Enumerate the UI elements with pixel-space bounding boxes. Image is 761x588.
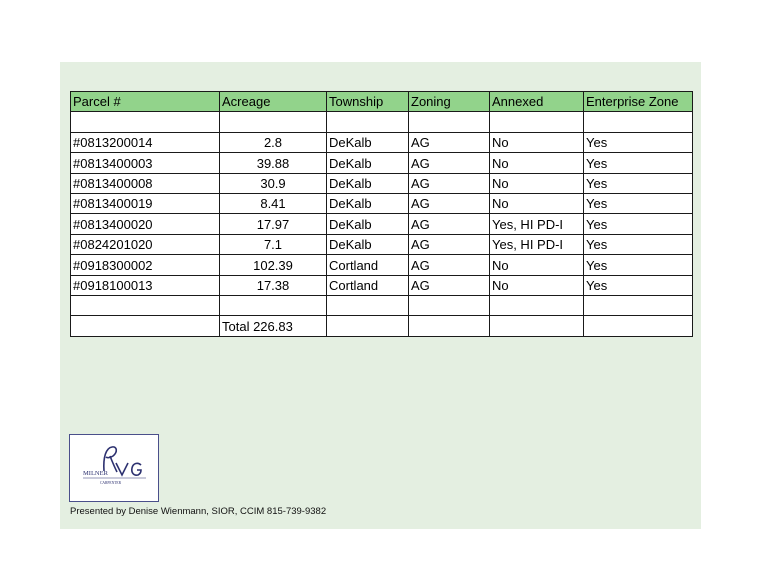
table-cell	[584, 316, 693, 336]
zoning-cell: AG	[409, 255, 490, 275]
table-cell	[327, 295, 409, 315]
township-cell: DeKalb	[327, 132, 409, 152]
township-cell: Cortland	[327, 275, 409, 295]
table-row	[71, 255, 693, 275]
annexed-cell: No	[490, 255, 584, 275]
enterprise-zone-cell: Yes	[584, 173, 693, 193]
table-cell	[220, 295, 327, 315]
township-cell: DeKalb	[327, 214, 409, 234]
parcel-cell: #0813400019	[71, 193, 220, 213]
logo-bottom-text: CARPENTER	[100, 481, 121, 485]
acreage-cell: 2.8	[220, 132, 327, 152]
acreage-cell: 7.1	[220, 234, 327, 254]
table-cell	[409, 112, 490, 132]
enterprise-zone-cell: Yes	[584, 214, 693, 234]
header-township: Township	[327, 92, 409, 112]
parcel-cell: #0824201020	[71, 234, 220, 254]
zoning-cell: AG	[409, 153, 490, 173]
header-zoning: Zoning	[409, 92, 490, 112]
rvg-logo-icon	[70, 435, 158, 501]
table-row-empty	[71, 112, 693, 132]
header-acreage: Acreage	[220, 92, 327, 112]
annexed-cell: No	[490, 132, 584, 152]
table-total-row	[71, 316, 693, 336]
zoning-cell: AG	[409, 234, 490, 254]
table-row-empty	[71, 295, 693, 315]
logo-top-text: MILNER	[83, 470, 108, 477]
presenter-footer: Presented by Denise Wienmann, SIOR, CCIM 815-739-9382	[70, 506, 327, 517]
total-acreage: Total 226.83	[220, 316, 327, 336]
enterprise-zone-cell: Yes	[584, 153, 693, 173]
table-cell	[327, 316, 409, 336]
table-row	[71, 193, 693, 213]
acreage-cell: 102.39	[220, 255, 327, 275]
parcel-cell: #0813400003	[71, 153, 220, 173]
table-header-row	[71, 92, 693, 112]
zoning-cell: AG	[409, 275, 490, 295]
table-cell	[220, 112, 327, 132]
parcel-cell: #0918100013	[71, 275, 220, 295]
annexed-cell: No	[490, 193, 584, 213]
table-cell	[490, 112, 584, 132]
table-row	[71, 132, 693, 152]
enterprise-zone-cell: Yes	[584, 193, 693, 213]
zoning-cell: AG	[409, 173, 490, 193]
zoning-cell: AG	[409, 132, 490, 152]
header-annexed: Annexed	[490, 92, 584, 112]
table-cell	[490, 316, 584, 336]
parcel-cell: #0918300002	[71, 255, 220, 275]
parcel-cell: #0813400020	[71, 214, 220, 234]
annexed-cell: No	[490, 275, 584, 295]
table-row	[71, 275, 693, 295]
company-logo	[69, 434, 159, 502]
annexed-cell: Yes, HI PD-I	[490, 234, 584, 254]
acreage-cell: 17.38	[220, 275, 327, 295]
enterprise-zone-cell: Yes	[584, 255, 693, 275]
table-row	[71, 173, 693, 193]
township-cell: DeKalb	[327, 153, 409, 173]
header-enterprise-zone: Enterprise Zone	[584, 92, 693, 112]
table-cell	[584, 112, 693, 132]
header-parcel: Parcel #	[71, 92, 220, 112]
acreage-cell: 39.88	[220, 153, 327, 173]
table-cell	[71, 112, 220, 132]
slide-panel	[60, 62, 701, 529]
township-cell: DeKalb	[327, 234, 409, 254]
zoning-cell: AG	[409, 214, 490, 234]
township-cell: DeKalb	[327, 193, 409, 213]
enterprise-zone-cell: Yes	[584, 132, 693, 152]
township-cell: DeKalb	[327, 173, 409, 193]
acreage-cell: 30.9	[220, 173, 327, 193]
table-cell	[409, 295, 490, 315]
table-row	[71, 153, 693, 173]
township-cell: Cortland	[327, 255, 409, 275]
annexed-cell: No	[490, 153, 584, 173]
zoning-cell: AG	[409, 193, 490, 213]
table-row	[71, 234, 693, 254]
annexed-cell: No	[490, 173, 584, 193]
enterprise-zone-cell: Yes	[584, 234, 693, 254]
acreage-cell: 8.41	[220, 193, 327, 213]
table-row	[71, 214, 693, 234]
parcel-cell: #0813200014	[71, 132, 220, 152]
annexed-cell: Yes, HI PD-I	[490, 214, 584, 234]
table-cell	[327, 112, 409, 132]
table-cell	[584, 295, 693, 315]
table-cell	[490, 295, 584, 315]
parcel-table	[70, 91, 693, 337]
table-cell	[71, 316, 220, 336]
table-cell	[71, 295, 220, 315]
enterprise-zone-cell: Yes	[584, 275, 693, 295]
acreage-cell: 17.97	[220, 214, 327, 234]
table-cell	[409, 316, 490, 336]
parcel-cell: #0813400008	[71, 173, 220, 193]
